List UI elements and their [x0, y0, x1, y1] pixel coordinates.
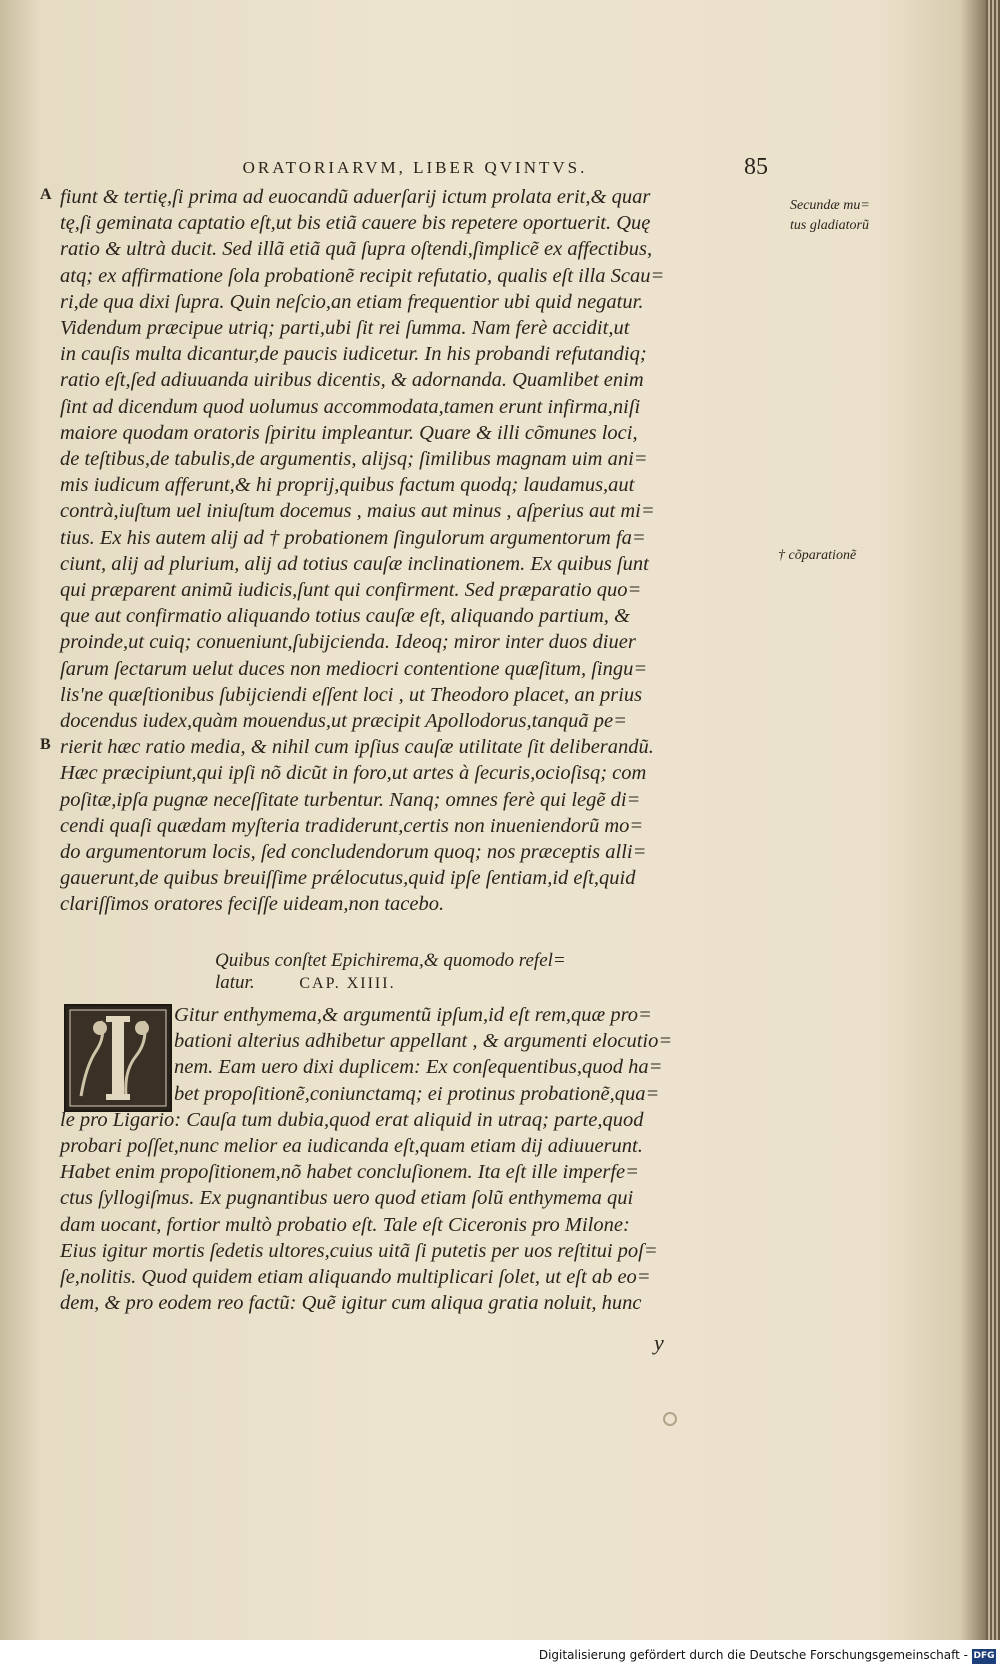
text-line: tius. Ex his autem alij ad † probationem ſingulorum argumentorum fa=	[60, 526, 646, 549]
text-line: proinde,ut cuiq; conueniunt,ſubijcienda. Ideoq; miror inter duos diuer	[60, 631, 636, 654]
text-line: Eius igitur mortis ſedetis ultores,cuius uitã ſi putetis per uos reſtitui poſ=	[60, 1239, 658, 1262]
text-line: fiunt & tertię,ſi prima ad euocandũ aduerſarij ictum prolata erit,& quar	[60, 186, 651, 208]
text-line: dem, & pro eodem reo factũ: Quẽ igitur cum aliqua gratia noluit, hunc	[60, 1292, 642, 1315]
chapter-title-line	[215, 972, 635, 995]
text-line: dam uocant, fortior multò probatio eſt. Tale eſt Ciceronis pro Milone:	[60, 1213, 630, 1236]
text-line: tę,ſi geminata captatio eſt,ut bis etiã cauere bis repetere oportuerit. Quę	[60, 212, 651, 235]
main-text-block	[60, 184, 770, 918]
text-line: bet propoſitionẽ,coniunctamq; ei protinus probationẽ,qua=	[174, 1082, 660, 1105]
text-line: mis iudicum afferunt,& hi proprij,quibus factum quodq; laudamus,aut	[60, 474, 635, 497]
text-line: contrà,iuſtum uel iniuſtum docemus , maius aut minus , aſperius aut mi=	[60, 500, 655, 523]
text-line: bationi alterius adhibetur appellant , & argumenti elocutio=	[174, 1030, 673, 1053]
text-line: le pro Ligario: Cauſa tum dubia,quod erat aliquid in utraq; parte,quod	[60, 1108, 644, 1131]
section-letter-b: B	[40, 736, 51, 753]
chapter-number: CAP. XIIII.	[299, 975, 396, 992]
text-line: Gitur enthymema,& argumentũ ipſum,id eſt rem,quæ pro=	[174, 1004, 652, 1026]
margin-note-gladiators	[790, 196, 870, 236]
section-letter-a: A	[40, 186, 52, 203]
text-line: ratio eſt,ſed adiuuanda uiribus dicentis, & adornanda. Quamlibet enim	[60, 369, 644, 392]
text-line: ſe,nolitis. Quod quidem etiam aliquando multiplicari ſolet, ut eſt ab eo=	[60, 1266, 651, 1289]
text-line: clariſſimos oratores feciſſe uideam,non tacebo.	[60, 893, 445, 916]
margin-note-comparison: † cõparationẽ	[778, 548, 857, 563]
text-line: ctus ſyllogiſmus. Ex pugnantibus uero quod etiam ſolũ enthymema qui	[60, 1187, 634, 1210]
margin-note-line: Secundæ mu=	[790, 198, 870, 213]
chapter-title-line: Quibus conſtet Epichirema,& quomodo refel=	[215, 950, 566, 971]
text-line: ſarum ſectarum uelut duces non mediocri contentione quæſitum, ſingu=	[60, 657, 648, 680]
page-number: 85	[744, 154, 768, 180]
text-line: de teſtibus,de tabulis,de argumentis, alijsq; ſimilibus magnam uim ani=	[60, 448, 648, 471]
signature-mark: y	[654, 1330, 664, 1355]
text-line: ciunt, alij ad plurium, alij ad totius cauſæ inclinationem. Ex quibus ſunt	[60, 552, 649, 575]
running-head: ORATORIARVM, LIBER QVINTVS.	[242, 158, 588, 177]
digitization-credit: Digitalisierung gefördert durch die Deutsche Forschungsgemeinschaft -	[538, 1648, 968, 1662]
chapter-heading	[215, 950, 635, 995]
text-line: Videndum præcipue utriq; parti,ubi ſit rei ſumma. Nam ferè accidit,ut	[60, 317, 630, 340]
text-line: qui præparent animũ iudicis,ſunt qui confirment. Sed præparatio quo=	[60, 579, 642, 602]
text-line: cendi quaſi quædam myſteria tradiderunt,certis non inueniendorũ mo=	[60, 814, 644, 837]
text-line: in cauſis multa dicantur,de paucis iudicetur. In his probandi refutandiq;	[60, 343, 647, 366]
text-line: ſint ad dicendum quod uolumus accommodata,tamen erunt infirma,niſi	[60, 395, 641, 418]
chapter-text-block	[60, 1002, 770, 1316]
text-line: poſitæ,ipſa pugnæ neceſſitate turbentur. Nanq; omnes ferè qui legẽ di=	[60, 788, 641, 811]
text-line: atq; ex affirmatione ſola probationẽ recipit refutatio, qualis eſt illa Scau=	[60, 264, 665, 287]
text-line: ratio & ultrà ducit. Sed illã etiã quã ſupra oſtendi,ſimplicẽ ex affectibus,	[60, 238, 653, 261]
dfg-logo: DFG	[972, 1649, 996, 1664]
text-line: ri,de qua dixi ſupra. Quin neſcio,an etiam frequentior ubi quid negatur.	[60, 290, 644, 313]
text-line: rierit hæc ratio media, & nihil cum ipſius cauſæ utilitate ſit deliberandũ.	[60, 736, 654, 759]
text-line: Hæc præcipiunt,qui ipſi nõ dicũt in foro,ut artes à ſecuris,ocioſisq; com	[60, 762, 647, 785]
text-line: probari poſſet,nunc melior ea iudicanda eſt,quam etiam dij adiuuerunt.	[60, 1135, 643, 1158]
book-edge	[986, 0, 1000, 1640]
paper-hole	[663, 1412, 677, 1426]
text-line: lis'ne quæſtionibus ſubijciendi eſſent loci , ut Theodoro placet, an prius	[60, 683, 643, 706]
text-line: Habet enim propoſitionem,nõ habet concluſionem. Ita eſt ille imperfe=	[60, 1161, 639, 1184]
chapter-title-end: latur.	[215, 972, 255, 993]
text-line: docendus iudex,quàm mouendus,ut præcipit Apollodorus,tanquã pe=	[60, 710, 627, 733]
text-line: maiore quodam oratoris ſpiritu impleantur. Quare & illi cõmunes loci,	[60, 421, 638, 444]
text-line: que aut confirmatio aliquando totius cauſæ eſt, aliquando partium, &	[60, 605, 631, 628]
text-line: nem. Eam uero dixi duplicem: Ex conſequentibus,quod ha=	[174, 1056, 663, 1079]
text-line: gauerunt,de quibus breuiſſime prǽlocutus,quid ipſe ſentiam,id eſt,quid	[60, 867, 636, 890]
margin-note-line: tus gladiatorũ	[790, 218, 869, 233]
text-line: do argumentorum locis, ſed concludendorum quoq; nos præceptis alli=	[60, 841, 647, 864]
